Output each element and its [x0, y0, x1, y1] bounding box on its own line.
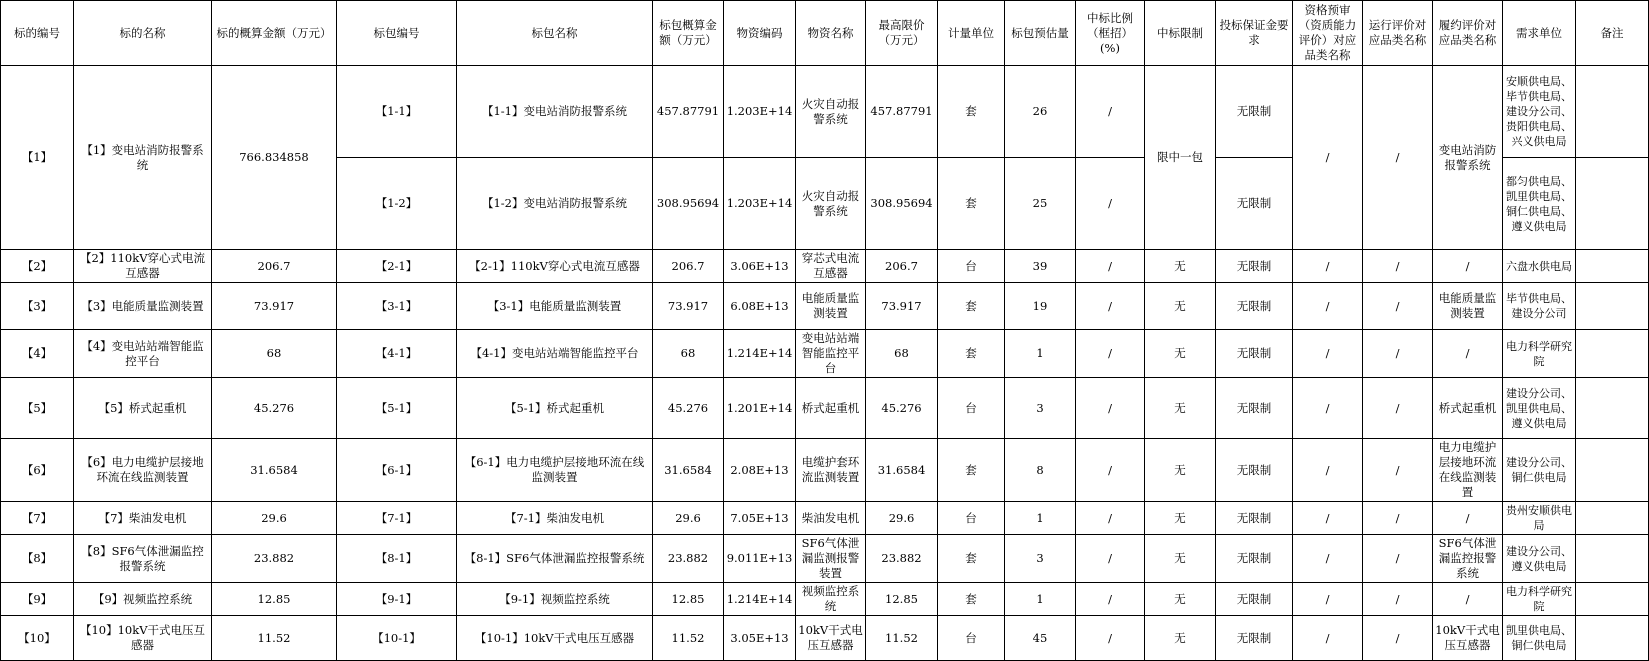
bid-name-cell: 【10】10kV干式电压互感器 [74, 616, 212, 661]
max-price-cell: 45.276 [866, 378, 938, 439]
ratio-cell: / [1076, 378, 1145, 439]
bid-no-cell: 【8】 [1, 535, 74, 583]
dept-cell: 建设分公司、遵义供电局 [1503, 535, 1576, 583]
bid-name-cell: 【3】电能质量监测装置 [74, 283, 212, 330]
perfeval-cell: 变电站消防报警系统 [1433, 66, 1503, 250]
unit-cell: 套 [938, 158, 1005, 250]
qty-cell: 26 [1005, 66, 1076, 158]
dept-cell: 电力科学研究院 [1503, 583, 1576, 616]
bid-no-cell: 【10】 [1, 616, 74, 661]
perfeval-cell: / [1433, 330, 1503, 378]
table-row [1, 66, 1649, 158]
pkg-name-cell: 【1-2】变电站消防报警系统 [457, 158, 653, 250]
material-name-cell: 柴油发电机 [796, 502, 866, 535]
pkg-no-cell: 【3-1】 [337, 283, 457, 330]
limit-cell: 无 [1145, 250, 1216, 283]
max-price-cell: 31.6584 [866, 439, 938, 502]
material-code-cell: 6.08E+13 [724, 283, 796, 330]
bid-budget-cell: 68 [212, 330, 337, 378]
col-header: 标包概算金额（万元） [653, 1, 724, 66]
deposit-cell: 无限制 [1216, 439, 1293, 502]
perfeval-cell: 桥式起重机 [1433, 378, 1503, 439]
max-price-cell: 11.52 [866, 616, 938, 661]
deposit-cell: 无限制 [1216, 158, 1293, 250]
perfeval-cell: / [1433, 502, 1503, 535]
limit-cell: 无 [1145, 616, 1216, 661]
pkg-budget-cell: 73.917 [653, 283, 724, 330]
deposit-cell: 无限制 [1216, 330, 1293, 378]
header-row [1, 1, 1649, 66]
prequal-cell: / [1293, 66, 1363, 250]
ratio-cell: / [1076, 158, 1145, 250]
table-row [1, 583, 1649, 616]
col-header: 标的名称 [74, 1, 212, 66]
unit-cell: 台 [938, 502, 1005, 535]
pkg-budget-cell: 206.7 [653, 250, 724, 283]
deposit-cell: 无限制 [1216, 502, 1293, 535]
limit-cell: 无 [1145, 330, 1216, 378]
material-code-cell: 9.011E+13 [724, 535, 796, 583]
deposit-cell: 无限制 [1216, 250, 1293, 283]
prequal-cell: / [1293, 502, 1363, 535]
pkg-no-cell: 【4-1】 [337, 330, 457, 378]
ratio-cell: / [1076, 535, 1145, 583]
dept-cell: 电力科学研究院 [1503, 330, 1576, 378]
max-price-cell: 23.882 [866, 535, 938, 583]
qty-cell: 3 [1005, 535, 1076, 583]
col-header: 最高限价（万元） [866, 1, 938, 66]
ratio-cell: / [1076, 583, 1145, 616]
pkg-budget-cell: 11.52 [653, 616, 724, 661]
col-header: 运行评价对应品类名称 [1363, 1, 1433, 66]
material-code-cell: 1.203E+14 [724, 158, 796, 250]
remark-cell [1576, 439, 1649, 502]
material-name-cell: 穿芯式电流互感器 [796, 250, 866, 283]
unit-cell: 台 [938, 378, 1005, 439]
unit-cell: 套 [938, 66, 1005, 158]
col-header: 标的编号 [1, 1, 74, 66]
bid-budget-cell: 11.52 [212, 616, 337, 661]
pkg-budget-cell: 31.6584 [653, 439, 724, 502]
pkg-name-cell: 【9-1】视频监控系统 [457, 583, 653, 616]
prequal-cell: / [1293, 616, 1363, 661]
col-header: 物资编码 [724, 1, 796, 66]
pkg-name-cell: 【10-1】10kV干式电压互感器 [457, 616, 653, 661]
bid-budget-cell: 766.834858 [212, 66, 337, 250]
qty-cell: 1 [1005, 502, 1076, 535]
prequal-cell: / [1293, 330, 1363, 378]
bid-no-cell: 【4】 [1, 330, 74, 378]
material-name-cell: 火灾自动报警系统 [796, 158, 866, 250]
runeval-cell: / [1363, 535, 1433, 583]
limit-cell: 无 [1145, 583, 1216, 616]
material-code-cell: 3.06E+13 [724, 250, 796, 283]
unit-cell: 套 [938, 330, 1005, 378]
bid-no-cell: 【9】 [1, 583, 74, 616]
pkg-no-cell: 【1-2】 [337, 158, 457, 250]
deposit-cell: 无限制 [1216, 583, 1293, 616]
remark-cell [1576, 616, 1649, 661]
table-row [1, 250, 1649, 283]
col-header: 标包编号 [337, 1, 457, 66]
material-name-cell: 10kV干式电压互感器 [796, 616, 866, 661]
pkg-name-cell: 【4-1】变电站站端智能监控平台 [457, 330, 653, 378]
max-price-cell: 206.7 [866, 250, 938, 283]
unit-cell: 套 [938, 583, 1005, 616]
table-row [1, 330, 1649, 378]
table-row [1, 283, 1649, 330]
material-name-cell: 电缆护套环流监测装置 [796, 439, 866, 502]
dept-cell: 六盘水供电局 [1503, 250, 1576, 283]
pkg-no-cell: 【7-1】 [337, 502, 457, 535]
material-code-cell: 2.08E+13 [724, 439, 796, 502]
col-header: 履约评价对应品类名称 [1433, 1, 1503, 66]
remark-cell [1576, 250, 1649, 283]
runeval-cell: / [1363, 439, 1433, 502]
col-header: 需求单位 [1503, 1, 1576, 66]
qty-cell: 25 [1005, 158, 1076, 250]
dept-cell: 毕节供电局、建设分公司 [1503, 283, 1576, 330]
limit-cell: 无 [1145, 439, 1216, 502]
pkg-no-cell: 【9-1】 [337, 583, 457, 616]
pkg-budget-cell: 308.95694 [653, 158, 724, 250]
material-code-cell: 1.201E+14 [724, 378, 796, 439]
bid-name-cell: 【4】变电站站端智能监控平台 [74, 330, 212, 378]
dept-cell: 凯里供电局、铜仁供电局 [1503, 616, 1576, 661]
pkg-name-cell: 【1-1】变电站消防报警系统 [457, 66, 653, 158]
material-code-cell: 7.05E+13 [724, 502, 796, 535]
max-price-cell: 457.87791 [866, 66, 938, 158]
material-name-cell: 变电站站端智能监控平台 [796, 330, 866, 378]
ratio-cell: / [1076, 616, 1145, 661]
perfeval-cell: 电力电缆护层接地环流在线监测装置 [1433, 439, 1503, 502]
unit-cell: 套 [938, 283, 1005, 330]
material-name-cell: 桥式起重机 [796, 378, 866, 439]
ratio-cell: / [1076, 66, 1145, 158]
bid-name-cell: 【8】SF6气体泄漏监控报警系统 [74, 535, 212, 583]
table-row [1, 378, 1649, 439]
qty-cell: 19 [1005, 283, 1076, 330]
pkg-budget-cell: 12.85 [653, 583, 724, 616]
col-header: 标包名称 [457, 1, 653, 66]
perfeval-cell: / [1433, 583, 1503, 616]
bid-no-cell: 【2】 [1, 250, 74, 283]
col-header: 中标限制 [1145, 1, 1216, 66]
pkg-no-cell: 【5-1】 [337, 378, 457, 439]
bid-name-cell: 【7】柴油发电机 [74, 502, 212, 535]
pkg-budget-cell: 23.882 [653, 535, 724, 583]
max-price-cell: 68 [866, 330, 938, 378]
runeval-cell: / [1363, 616, 1433, 661]
limit-cell: 无 [1145, 535, 1216, 583]
col-header: 标的概算金额（万元） [212, 1, 337, 66]
material-code-cell: 1.203E+14 [724, 66, 796, 158]
dept-cell: 贵州安顺供电局 [1503, 502, 1576, 535]
runeval-cell: / [1363, 330, 1433, 378]
pkg-name-cell: 【2-1】110kV穿心式电流互感器 [457, 250, 653, 283]
col-header: 计量单位 [938, 1, 1005, 66]
perfeval-cell: / [1433, 250, 1503, 283]
prequal-cell: / [1293, 583, 1363, 616]
bid-name-cell: 【5】桥式起重机 [74, 378, 212, 439]
remark-cell [1576, 66, 1649, 158]
remark-cell [1576, 502, 1649, 535]
limit-cell: 无 [1145, 502, 1216, 535]
unit-cell: 台 [938, 616, 1005, 661]
max-price-cell: 308.95694 [866, 158, 938, 250]
runeval-cell: / [1363, 66, 1433, 250]
prequal-cell: / [1293, 283, 1363, 330]
prequal-cell: / [1293, 378, 1363, 439]
material-name-cell: SF6气体泄漏监测报警装置 [796, 535, 866, 583]
unit-cell: 套 [938, 535, 1005, 583]
remark-cell [1576, 583, 1649, 616]
material-code-cell: 1.214E+14 [724, 330, 796, 378]
material-name-cell: 电能质量监测装置 [796, 283, 866, 330]
runeval-cell: / [1363, 378, 1433, 439]
pkg-budget-cell: 68 [653, 330, 724, 378]
prequal-cell: / [1293, 439, 1363, 502]
bid-name-cell: 【1】变电站消防报警系统 [74, 66, 212, 250]
pkg-name-cell: 【6-1】电力电缆护层接地环流在线监测装置 [457, 439, 653, 502]
remark-cell [1576, 330, 1649, 378]
col-header: 中标比例（框招）(%) [1076, 1, 1145, 66]
pkg-no-cell: 【6-1】 [337, 439, 457, 502]
col-header: 资格预审（资质能力评价）对应品类名称 [1293, 1, 1363, 66]
qty-cell: 39 [1005, 250, 1076, 283]
bid-budget-cell: 73.917 [212, 283, 337, 330]
qty-cell: 3 [1005, 378, 1076, 439]
dept-cell: 建设分公司、铜仁供电局 [1503, 439, 1576, 502]
limit-cell: 限中一包 [1145, 66, 1216, 250]
runeval-cell: / [1363, 502, 1433, 535]
ratio-cell: / [1076, 439, 1145, 502]
bid-no-cell: 【3】 [1, 283, 74, 330]
max-price-cell: 29.6 [866, 502, 938, 535]
material-code-cell: 3.05E+13 [724, 616, 796, 661]
bid-budget-cell: 23.882 [212, 535, 337, 583]
deposit-cell: 无限制 [1216, 535, 1293, 583]
ratio-cell: / [1076, 250, 1145, 283]
dept-cell: 安顺供电局、毕节供电局、建设分公司、贵阳供电局、兴义供电局 [1503, 66, 1576, 158]
bid-budget-cell: 45.276 [212, 378, 337, 439]
pkg-no-cell: 【2-1】 [337, 250, 457, 283]
max-price-cell: 73.917 [866, 283, 938, 330]
remark-cell [1576, 158, 1649, 250]
col-header: 备注 [1576, 1, 1649, 66]
deposit-cell: 无限制 [1216, 66, 1293, 158]
material-name-cell: 火灾自动报警系统 [796, 66, 866, 158]
bid-budget-cell: 12.85 [212, 583, 337, 616]
limit-cell: 无 [1145, 283, 1216, 330]
bid-name-cell: 【2】110kV穿心式电流互感器 [74, 250, 212, 283]
qty-cell: 8 [1005, 439, 1076, 502]
qty-cell: 45 [1005, 616, 1076, 661]
bid-no-cell: 【7】 [1, 502, 74, 535]
remark-cell [1576, 535, 1649, 583]
pkg-no-cell: 【1-1】 [337, 66, 457, 158]
remark-cell [1576, 378, 1649, 439]
deposit-cell: 无限制 [1216, 616, 1293, 661]
table-row [1, 439, 1649, 502]
table-row [1, 616, 1649, 661]
bid-budget-cell: 29.6 [212, 502, 337, 535]
ratio-cell: / [1076, 330, 1145, 378]
deposit-cell: 无限制 [1216, 283, 1293, 330]
pkg-budget-cell: 45.276 [653, 378, 724, 439]
pkg-budget-cell: 457.87791 [653, 66, 724, 158]
table-row [1, 535, 1649, 583]
pkg-name-cell: 【7-1】柴油发电机 [457, 502, 653, 535]
bid-name-cell: 【6】电力电缆护层接地环流在线监测装置 [74, 439, 212, 502]
prequal-cell: / [1293, 535, 1363, 583]
unit-cell: 台 [938, 250, 1005, 283]
pkg-budget-cell: 29.6 [653, 502, 724, 535]
pkg-name-cell: 【5-1】桥式起重机 [457, 378, 653, 439]
col-header: 标包预估量 [1005, 1, 1076, 66]
pkg-name-cell: 【3-1】电能质量监测装置 [457, 283, 653, 330]
material-name-cell: 视频监控系统 [796, 583, 866, 616]
dept-cell: 都匀供电局、凯里供电局、铜仁供电局、遵义供电局 [1503, 158, 1576, 250]
qty-cell: 1 [1005, 330, 1076, 378]
table-row [1, 502, 1649, 535]
bid-no-cell: 【5】 [1, 378, 74, 439]
perfeval-cell: 10kV干式电压互感器 [1433, 616, 1503, 661]
runeval-cell: / [1363, 283, 1433, 330]
bid-name-cell: 【9】视频监控系统 [74, 583, 212, 616]
pkg-no-cell: 【8-1】 [337, 535, 457, 583]
bid-budget-cell: 206.7 [212, 250, 337, 283]
ratio-cell: / [1076, 283, 1145, 330]
remark-cell [1576, 283, 1649, 330]
ratio-cell: / [1076, 502, 1145, 535]
perfeval-cell: 电能质量监测装置 [1433, 283, 1503, 330]
material-code-cell: 1.214E+14 [724, 583, 796, 616]
bid-budget-cell: 31.6584 [212, 439, 337, 502]
bid-no-cell: 【6】 [1, 439, 74, 502]
prequal-cell: / [1293, 250, 1363, 283]
runeval-cell: / [1363, 583, 1433, 616]
qty-cell: 1 [1005, 583, 1076, 616]
max-price-cell: 12.85 [866, 583, 938, 616]
unit-cell: 套 [938, 439, 1005, 502]
col-header: 物资名称 [796, 1, 866, 66]
col-header: 投标保证金要求 [1216, 1, 1293, 66]
bid-no-cell: 【1】 [1, 66, 74, 250]
pkg-no-cell: 【10-1】 [337, 616, 457, 661]
dept-cell: 建设分公司、凯里供电局、遵义供电局 [1503, 378, 1576, 439]
perfeval-cell: SF6气体泄漏监控报警系统 [1433, 535, 1503, 583]
limit-cell: 无 [1145, 378, 1216, 439]
pkg-name-cell: 【8-1】SF6气体泄漏监控报警系统 [457, 535, 653, 583]
runeval-cell: / [1363, 250, 1433, 283]
deposit-cell: 无限制 [1216, 378, 1293, 439]
